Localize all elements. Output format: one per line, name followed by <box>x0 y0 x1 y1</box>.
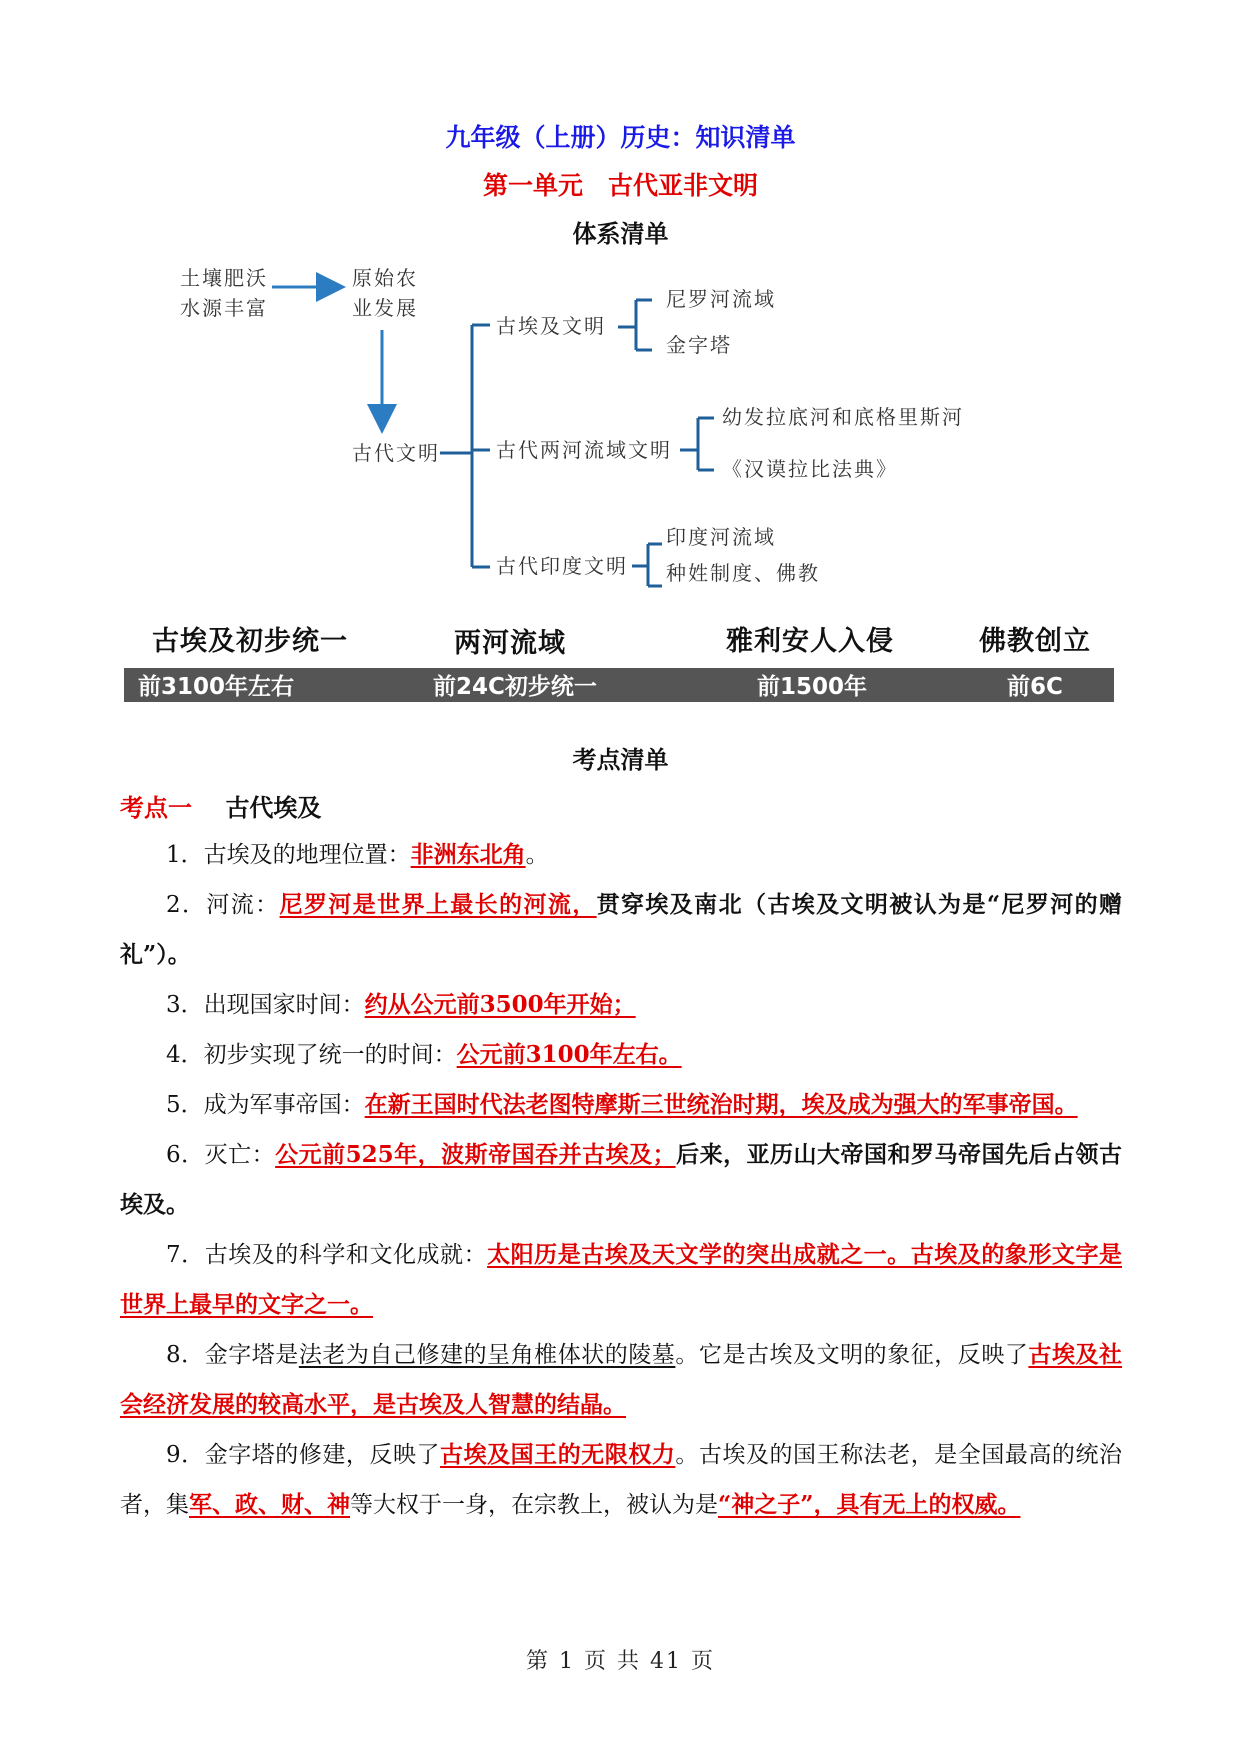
point-5-highlight: 在新王国时代法老图特摩斯三世统治时期，埃及成为强大的军事帝国。 <box>364 1091 1078 1118</box>
branch-india: 古代印度文明 <box>496 554 628 578</box>
point-8-highlight: 古埃及社会经济发展的较高水平，是古埃及人智慧的结晶。 <box>120 1341 1123 1418</box>
point-8-middle: 。它是古埃及文明的象征，反映了 <box>675 1342 1029 1368</box>
point-6 <box>120 1130 1122 1230</box>
point-9 <box>120 1430 1122 1530</box>
timeline-date-rivers: 前24C初步统一 <box>433 674 597 700</box>
timeline-event-aryan: 雅利安人入侵 <box>726 626 894 657</box>
diagram-root: 古代文明 <box>352 441 440 465</box>
timeline-event-rivers: 两河流域 <box>454 628 566 659</box>
leaf-indus: 印度河流域 <box>666 525 776 549</box>
point-2-prefix: 2．河流： <box>166 892 280 918</box>
point-4-prefix: 4．初步实现了统一的时间： <box>166 1042 457 1068</box>
point-2 <box>120 880 1122 980</box>
unit-title: 第一单元 古代亚非文明 <box>482 171 758 200</box>
point-6-highlight: 公元前525年，波斯帝国吞并古埃及； <box>275 1141 676 1168</box>
timeline <box>0 610 1241 710</box>
point-6-suffix: 后来，亚历山大帝国和罗马帝国先后占领古埃及。 <box>120 1141 1123 1218</box>
page-footer: 第 1 页 共 41 页 <box>526 1649 715 1674</box>
point-1-suffix: 。 <box>525 842 549 868</box>
section-heading <box>120 788 321 823</box>
point-1 <box>120 830 1122 880</box>
point-3-highlight: 约从公元前3500年开始； <box>364 991 636 1018</box>
point-7 <box>120 1230 1122 1330</box>
point-3 <box>120 980 1122 1030</box>
point-8-prefix: 8．金字塔是 <box>166 1342 299 1368</box>
key-points-list <box>120 830 1122 1530</box>
branch-egypt: 古埃及文明 <box>496 314 606 338</box>
point-5 <box>120 1080 1122 1130</box>
system-list-title: 体系清单 <box>572 219 669 248</box>
key-points-title: 考点清单 <box>572 745 669 774</box>
document-title: 九年级（上册）历史：知识清单 <box>445 123 796 152</box>
section-spacer <box>200 793 217 822</box>
timeline-date-buddhism: 前6C <box>1007 674 1063 700</box>
point-7-prefix: 7．古埃及的科学和文化成就： <box>166 1242 488 1268</box>
branch-mesopotamia: 古代两河流域文明 <box>496 438 672 462</box>
point-9-highlight-2: 军、政、财、神 <box>189 1491 350 1518</box>
leaf-pyramid: 金字塔 <box>666 333 732 357</box>
point-8 <box>120 1330 1122 1430</box>
point-8-underlined: 法老为自己修建的呈角椎体状的陵墓 <box>298 1342 676 1368</box>
agriculture-line-2: 业发展 <box>352 296 418 320</box>
leaf-nile: 尼罗河流域 <box>666 287 776 311</box>
leaf-rivers: 幼发拉底河和底格里斯河 <box>722 405 964 429</box>
timeline-date-egypt: 前3100年左右 <box>137 674 295 700</box>
point-7-highlight: 太阳历是古埃及天文学的突出成就之一。古埃及的象形文字是世界上最早的文字之一。 <box>120 1241 1122 1318</box>
point-9-highlight-1: 古埃及国王的无限权力 <box>440 1441 676 1468</box>
point-9-highlight-3: “神之子”，具有无上的权威。 <box>718 1491 1021 1518</box>
timeline-event-buddhism: 佛教创立 <box>979 626 1091 657</box>
section-name: 古代埃及 <box>225 793 322 822</box>
point-9-middle-1: 。古埃及的国王称法老，是全国最高的统治者，集 <box>120 1442 1123 1518</box>
point-4 <box>120 1030 1122 1080</box>
point-2-suffix: 贯穿埃及南北（古埃及文明被认为是“尼罗河的赠礼”）。 <box>120 891 1122 968</box>
timeline-event-egypt: 古埃及初步统一 <box>152 626 348 657</box>
point-2-highlight: 尼罗河是世界上最长的河流， <box>279 891 597 918</box>
point-1-prefix: 1．古埃及的地理位置： <box>166 842 411 868</box>
point-6-prefix: 6．灭亡： <box>166 1142 276 1168</box>
section-label: 考点一 <box>120 793 192 822</box>
main-bracket <box>440 325 490 567</box>
point-1-highlight: 非洲东北角 <box>410 841 526 868</box>
leaf-code: 《汉谟拉比法典》 <box>722 457 898 481</box>
point-3-prefix: 3．出现国家时间： <box>166 992 365 1018</box>
concept-diagram <box>0 255 1241 600</box>
point-4-highlight: 公元前3100年左右。 <box>456 1041 682 1068</box>
agriculture-line-1: 原始农 <box>352 266 418 290</box>
condition-line-2: 水源丰富 <box>180 296 268 320</box>
condition-line-1: 土壤肥沃 <box>180 266 268 290</box>
leaf-caste: 种姓制度、佛教 <box>666 561 820 585</box>
timeline-date-aryan: 前1500年 <box>756 674 868 700</box>
point-9-middle-2: 等大权于一身，在宗教上，被认为是 <box>350 1492 718 1518</box>
point-5-prefix: 5．成为军事帝国： <box>166 1092 365 1118</box>
point-9-prefix: 9．金字塔的修建，反映了 <box>166 1442 441 1468</box>
